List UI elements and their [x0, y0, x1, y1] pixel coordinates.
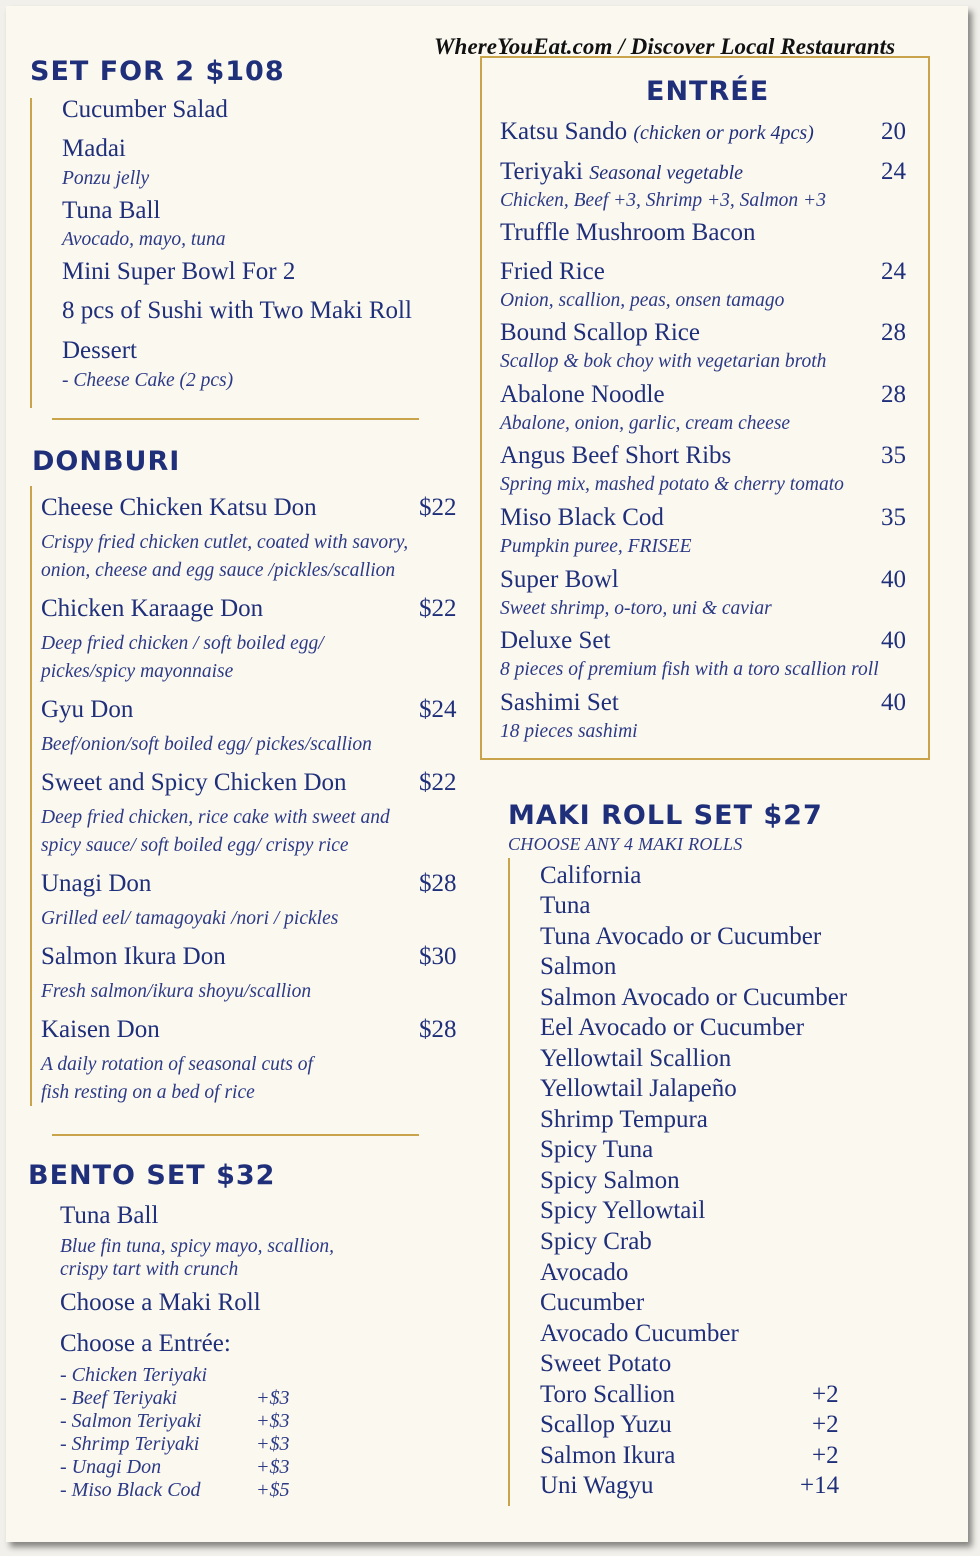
set-item-desc: Avocado, mayo, tuna — [62, 229, 226, 250]
bento-upcharge: +$3 — [256, 1433, 290, 1455]
bento-option: - Salmon Teriyaki — [60, 1410, 202, 1432]
donburi-item: Gyu Don — [41, 696, 134, 723]
entree-desc: 18 pieces sashimi — [500, 721, 638, 742]
entree-item — [500, 158, 743, 186]
bento-desc: crispy tart with crunch — [60, 1259, 239, 1280]
entree-price: 40 — [881, 689, 906, 716]
bento-desc: Blue fin tuna, spicy mayo, scallion, — [60, 1236, 335, 1257]
donburi-item: Sweet and Spicy Chicken Don — [41, 769, 347, 796]
donburi-desc: spicy sauce/ soft boiled egg/ crispy rice — [41, 835, 349, 856]
bento-upcharge: +$3 — [256, 1410, 290, 1432]
maki-roll: Spicy Crab — [540, 1228, 652, 1255]
donburi-desc: Grilled eel/ tamagoyaki /nori / pickles — [41, 908, 339, 929]
maki-roll: Spicy Salmon — [540, 1167, 680, 1194]
entree-title: ENTRÉE — [646, 76, 770, 107]
bento-item: Choose a Entrée: — [60, 1330, 231, 1357]
maki-upcharge: +2 — [812, 1411, 839, 1438]
entree-item: Abalone Noodle — [500, 381, 665, 408]
maki-roll: Tuna Avocado or Cucumber — [540, 923, 822, 950]
set-item: Tuna Ball — [62, 197, 161, 224]
donburi-desc: onion, cheese and egg sauce /pickles/scallion — [41, 560, 396, 581]
donburi-price: $22 — [419, 494, 457, 521]
entree-item: Angus Beef Short Ribs — [500, 442, 732, 469]
maki-set-subtitle: CHOOSE ANY 4 MAKI ROLLS — [508, 834, 743, 854]
donburi-item: Chicken Karaage Don — [41, 595, 264, 622]
entree-price: 28 — [881, 319, 906, 346]
entree-price: 24 — [881, 158, 906, 185]
bento-title: BENTO SET $32 — [28, 1160, 276, 1191]
entree-price: 40 — [881, 627, 906, 654]
bento-item: Choose a Maki Roll — [60, 1289, 261, 1316]
maki-roll: Salmon Avocado or Cucumber — [540, 984, 848, 1011]
entree-item — [500, 118, 814, 146]
entree-price: 40 — [881, 566, 906, 593]
entree-desc: Sweet shrimp, o-toro, uni & caviar — [500, 598, 772, 619]
donburi-item: Unagi Don — [41, 870, 152, 897]
entree-price: 35 — [881, 442, 906, 469]
set-for-2-title: SET FOR 2 $108 — [30, 56, 285, 87]
bento-upcharge: +$5 — [256, 1479, 290, 1501]
entree-item-name: Katsu Sando — [500, 118, 628, 145]
entree-item: Truffle Mushroom Bacon — [500, 219, 756, 246]
donburi-price: $22 — [419, 769, 457, 796]
section-divider — [52, 1134, 419, 1136]
donburi-price: $24 — [419, 696, 457, 723]
entree-desc: Scallop & bok choy with vegetarian broth — [500, 351, 827, 372]
maki-roll: Salmon — [540, 953, 617, 980]
entree-desc: Spring mix, mashed potato & cherry tomato — [500, 474, 844, 495]
entree-item: Deluxe Set — [500, 627, 611, 654]
set-item-desc: Ponzu jelly — [62, 168, 150, 189]
donburi-desc: A daily rotation of seasonal cuts of — [41, 1054, 313, 1075]
maki-roll: Cucumber — [540, 1289, 645, 1316]
donburi-rule — [30, 486, 32, 1106]
maki-set-title: MAKI ROLL SET $27 — [508, 800, 823, 831]
bento-option: - Miso Black Cod — [60, 1479, 201, 1501]
donburi-price: $28 — [419, 870, 457, 897]
set-item-desc: - Cheese Cake (2 pcs) — [62, 370, 234, 391]
entree-price: 20 — [881, 118, 906, 145]
donburi-desc: Deep fried chicken, rice cake with sweet and — [41, 807, 390, 828]
donburi-desc: Crispy fried chicken cutlet, coated with savory, — [41, 532, 409, 553]
maki-roll: Avocado Cucumber — [540, 1320, 739, 1347]
set-item: Dessert — [62, 337, 137, 364]
maki-roll: Spicy Tuna — [540, 1136, 654, 1163]
donburi-price: $28 — [419, 1016, 457, 1043]
watermark-text: WhereYouEat.com / Discover Local Restaurants — [434, 34, 896, 59]
maki-roll: Tuna — [540, 892, 591, 919]
maki-upcharge: +2 — [812, 1381, 839, 1408]
donburi-price: $30 — [419, 943, 457, 970]
donburi-title: DONBURI — [32, 446, 181, 477]
entree-item: Fried Rice — [500, 258, 605, 285]
entree-item: Miso Black Cod — [500, 504, 664, 531]
entree-price: 24 — [881, 258, 906, 285]
bento-option: - Shrimp Teriyaki — [60, 1433, 200, 1455]
entree-desc: Pumpkin puree, FRISEE — [500, 536, 692, 557]
donburi-item: Kaisen Don — [41, 1016, 160, 1043]
entree-item: Super Bowl — [500, 566, 619, 593]
entree-inline-desc: (chicken or pork 4pcs) — [633, 122, 814, 144]
set-item: 8 pcs of Sushi with Two Maki Roll — [62, 297, 412, 324]
maki-rule — [508, 858, 510, 1506]
maki-roll: Shrimp Tempura — [540, 1106, 708, 1133]
set-item: Madai — [62, 135, 126, 162]
entree-item-name: Teriyaki — [500, 158, 583, 185]
entree-price: 35 — [881, 504, 906, 531]
entree-desc: Abalone, onion, garlic, cream cheese — [500, 413, 791, 434]
donburi-desc: Deep fried chicken / soft boiled egg/ — [41, 633, 324, 654]
maki-roll: Yellowtail Jalapeño — [540, 1075, 737, 1102]
maki-roll: Uni Wagyu — [540, 1472, 654, 1499]
maki-roll: California — [540, 862, 642, 889]
menu-page — [6, 6, 968, 1542]
maki-upcharge: +2 — [812, 1442, 839, 1469]
maki-roll: Spicy Yellowtail — [540, 1197, 706, 1224]
maki-roll: Eel Avocado or Cucumber — [540, 1014, 805, 1041]
maki-roll: Avocado — [540, 1259, 629, 1286]
entree-inline-desc: Seasonal vegetable — [589, 162, 744, 184]
bento-upcharge: +$3 — [256, 1387, 290, 1409]
section-divider — [52, 418, 419, 420]
donburi-desc: Beef/onion/soft boiled egg/ pickes/scallion — [41, 734, 372, 755]
maki-roll: Sweet Potato — [540, 1350, 672, 1377]
maki-upcharge: +14 — [800, 1472, 840, 1499]
maki-roll: Scallop Yuzu — [540, 1411, 672, 1438]
bento-option: - Chicken Teriyaki — [60, 1364, 208, 1386]
bento-option: - Beef Teriyaki — [60, 1387, 178, 1409]
donburi-desc: fish resting on a bed of rice — [41, 1082, 255, 1103]
bento-upcharge: +$3 — [256, 1456, 290, 1478]
donburi-price: $22 — [419, 595, 457, 622]
bento-option: - Unagi Don — [60, 1456, 162, 1478]
entree-price: 28 — [881, 381, 906, 408]
set-item: Cucumber Salad — [62, 96, 228, 123]
donburi-desc: pickes/spicy mayonnaise — [41, 661, 234, 682]
entree-desc: Onion, scallion, peas, onsen tamago — [500, 290, 785, 311]
donburi-item: Cheese Chicken Katsu Don — [41, 494, 317, 521]
entree-item: Sashimi Set — [500, 689, 619, 716]
entree-item: Bound Scallop Rice — [500, 319, 700, 346]
set-item: Mini Super Bowl For 2 — [62, 258, 296, 285]
maki-roll: Toro Scallion — [540, 1381, 676, 1408]
donburi-item: Salmon Ikura Don — [41, 943, 226, 970]
bento-item: Tuna Ball — [60, 1202, 159, 1229]
set-for-2-rule — [30, 98, 32, 408]
maki-roll: Yellowtail Scallion — [540, 1045, 732, 1072]
donburi-desc: Fresh salmon/ikura shoyu/scallion — [41, 981, 312, 1002]
entree-desc: 8 pieces of premium fish with a toro scallion roll — [500, 659, 879, 680]
maki-roll: Salmon Ikura — [540, 1442, 676, 1469]
entree-desc: Chicken, Beef +3, Shrimp +3, Salmon +3 — [500, 190, 826, 211]
